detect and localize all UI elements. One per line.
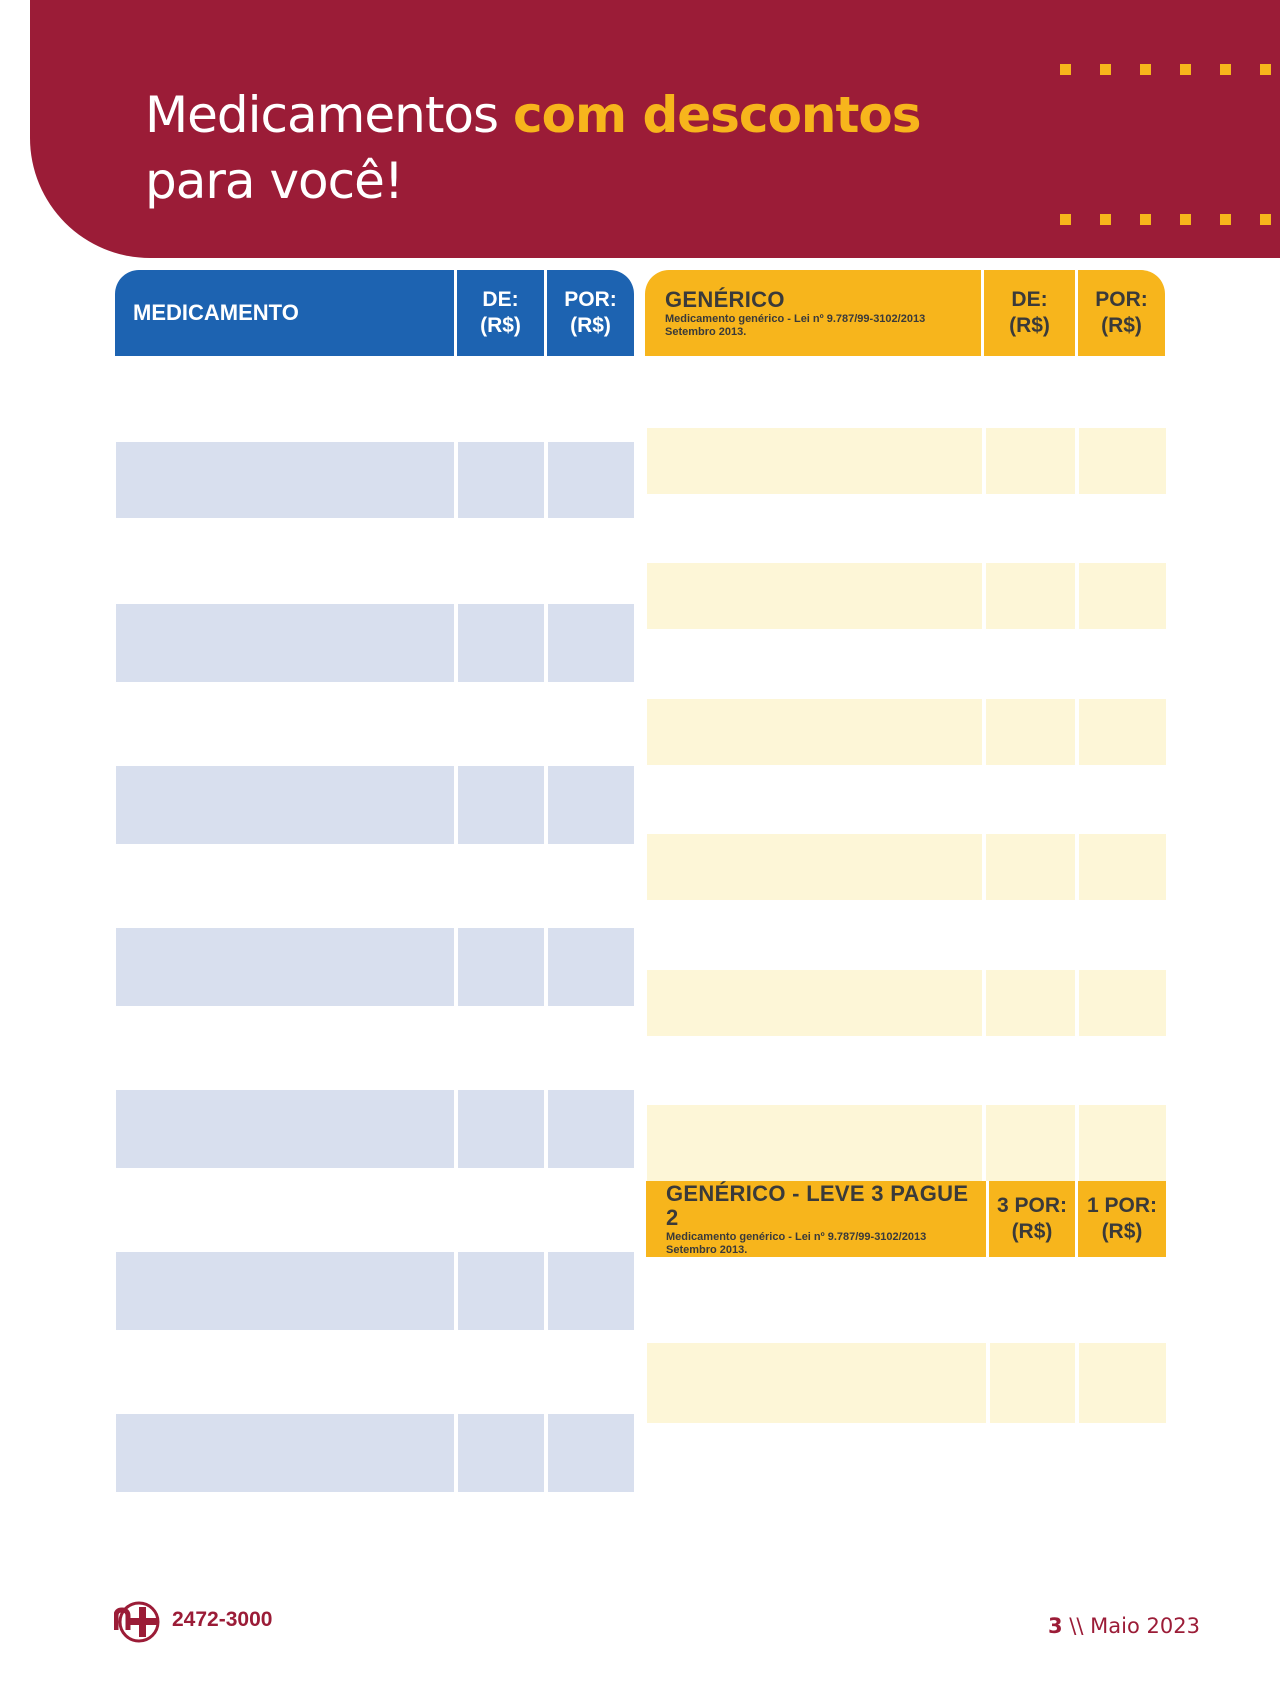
- header-3-por-label: 3 POR: (R$): [996, 1194, 1067, 1243]
- table-cell: [990, 1343, 1075, 1423]
- page-number: 3: [1048, 1614, 1063, 1638]
- header-leve-3-pague-2: [646, 1181, 986, 1257]
- table-cell: [1079, 970, 1166, 1036]
- table-cell: [647, 834, 982, 900]
- header-generico-por: [1078, 270, 1165, 356]
- header-generico-por-label: POR: (R$): [1095, 288, 1148, 337]
- header-1-por: [1078, 1181, 1166, 1257]
- header-medicamento-label: MEDICAMENTO: [133, 300, 299, 325]
- table-cell: [647, 428, 982, 494]
- decorative-dots-top: [1060, 64, 1280, 76]
- header-3-por: [989, 1181, 1075, 1257]
- table-cell: [548, 604, 634, 682]
- table-cell: [647, 699, 982, 765]
- table-cell: [458, 1414, 544, 1492]
- table-cell: [986, 699, 1075, 765]
- table-cell: [986, 970, 1075, 1036]
- table-cell: [548, 1414, 634, 1492]
- table-cell: [1079, 834, 1166, 900]
- header-generico-de-label: DE: (R$): [1009, 288, 1050, 337]
- table-cell: [548, 442, 634, 518]
- table-cell: [1079, 699, 1166, 765]
- header-leve-3-note: Medicamento genérico - Lei nº 9.787/99-3102/2013 Setembro 2013.: [666, 1230, 927, 1256]
- table-cell: [986, 1105, 1075, 1181]
- phone-number: 2472-3000: [172, 1608, 273, 1631]
- page-title: [145, 82, 921, 214]
- header-por: [547, 270, 634, 356]
- header-generico-note: Medicamento genérico - Lei nº 9.787/99-3102/2013 Setembro 2013.: [665, 312, 926, 338]
- header-de: [457, 270, 544, 356]
- table-cell: [986, 428, 1075, 494]
- title-highlight: com descontos: [512, 86, 921, 144]
- header-generico: [645, 270, 981, 356]
- table-cell: [647, 563, 982, 629]
- table-cell: [1079, 1343, 1166, 1423]
- table-cell: [116, 1090, 454, 1168]
- table-cell: [116, 442, 454, 518]
- table-cell: [647, 970, 982, 1036]
- table-cell: [458, 928, 544, 1006]
- decorative-dots-bottom: [1060, 214, 1280, 226]
- header-1-por-label: 1 POR: (R$): [1086, 1194, 1157, 1243]
- footer-separator: \\: [1062, 1614, 1091, 1638]
- header-generico-de: [984, 270, 1075, 356]
- issue-date: Maio 2023: [1090, 1614, 1200, 1638]
- table-cell: [458, 1090, 544, 1168]
- table-cell: [116, 604, 454, 682]
- table-cell: [458, 604, 544, 682]
- title-line2: para você!: [145, 152, 403, 210]
- header-generico-title: GENÉRICO: [665, 286, 785, 312]
- page-footer-info: [1048, 1614, 1200, 1638]
- table-cell: [458, 442, 544, 518]
- table-cell: [548, 928, 634, 1006]
- table-cell: [1079, 1105, 1166, 1181]
- title-regular: Medicamentos: [145, 86, 513, 144]
- table-cell: [986, 563, 1075, 629]
- table-cell: [986, 834, 1075, 900]
- table-cell: [647, 1105, 982, 1181]
- header-de-label: DE: (R$): [480, 288, 521, 337]
- table-cell: [116, 1414, 454, 1492]
- header-leve-3-title: GENÉRICO - LEVE 3 PAGUE 2: [666, 1180, 969, 1230]
- table-cell: [458, 766, 544, 844]
- table-cell: [116, 928, 454, 1006]
- table-cell: [458, 1252, 544, 1330]
- header-medicamento: [115, 270, 454, 356]
- header-por-label: POR: (R$): [564, 288, 617, 337]
- table-cell: [548, 1252, 634, 1330]
- table-cell: [647, 1343, 986, 1423]
- table-cell: [116, 766, 454, 844]
- table-cell: [1079, 563, 1166, 629]
- table-cell: [548, 766, 634, 844]
- table-cell: [1079, 428, 1166, 494]
- table-cell: [548, 1090, 634, 1168]
- pharmacy-logo-icon: [114, 1600, 160, 1644]
- table-cell: [116, 1252, 454, 1330]
